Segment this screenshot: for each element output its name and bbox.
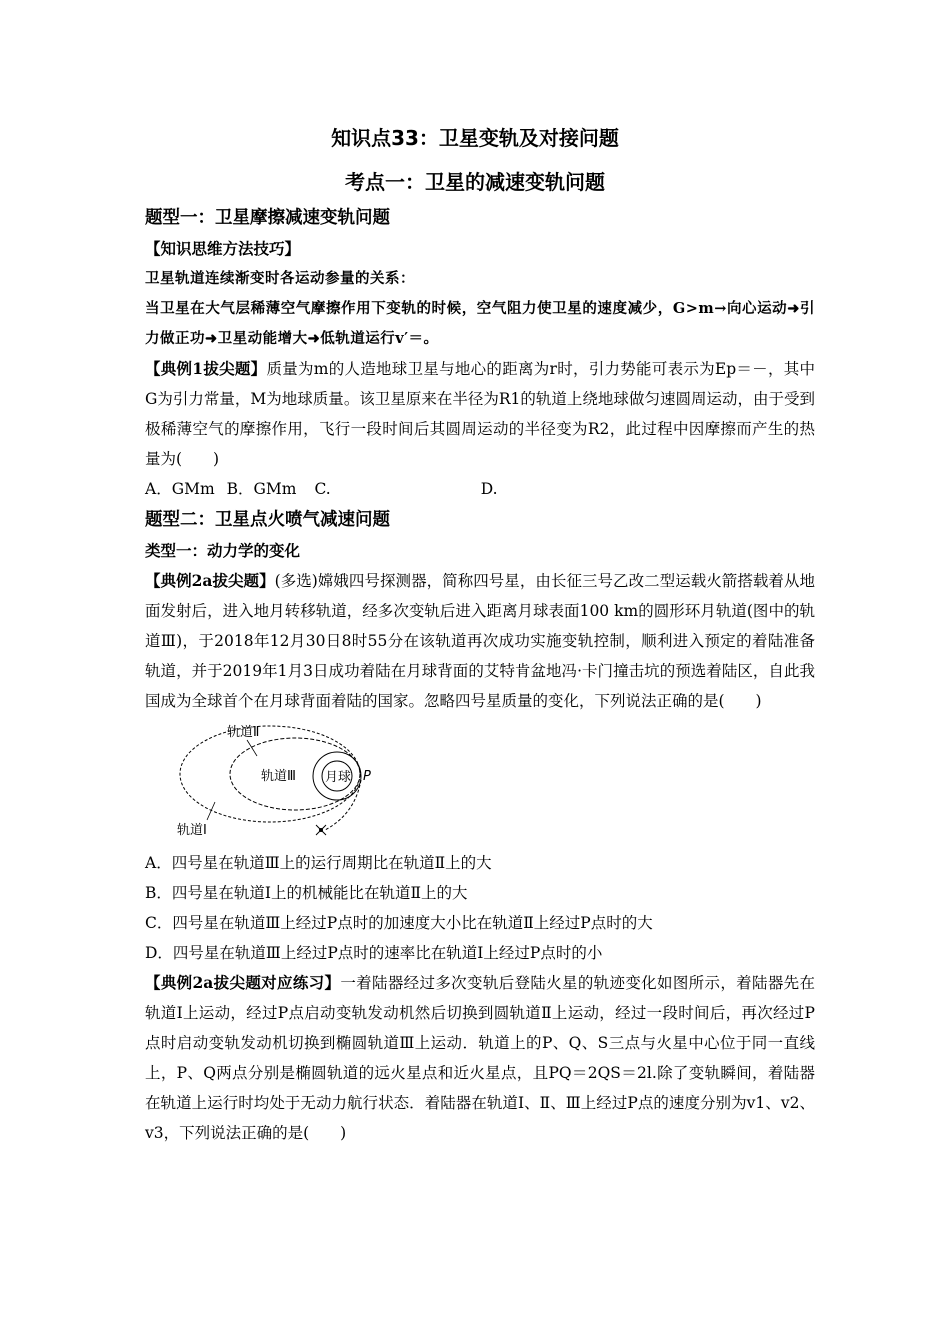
section-title: 考点一：卫星的减速变轨问题 <box>345 170 605 194</box>
practice-2a-label: 【典例2a拔尖题对应练习】 <box>145 973 341 992</box>
example-2a-label: 【典例2a拔尖题】 <box>145 571 275 590</box>
example-1-options <box>145 474 815 504</box>
type1-heading: 题型一：卫星摩擦减速变轨问题 <box>145 208 390 228</box>
option-b: B．GMm <box>226 480 297 498</box>
option-d: D. <box>480 480 498 498</box>
option-a: A．GMm <box>145 480 215 498</box>
example-1-label: 【典例1拔尖题】 <box>145 359 267 378</box>
option-c: C. <box>314 480 331 498</box>
orbit-diagram <box>175 718 435 840</box>
label-orbit-1: 轨道Ⅰ <box>177 823 207 838</box>
tips-label: 【知识思维方法技巧】 <box>145 239 301 258</box>
label-orbit-3: 轨道Ⅲ <box>261 769 296 784</box>
type2-heading: 题型二：卫星点火喷气减速问题 <box>145 510 390 530</box>
orbit-figure <box>145 718 815 842</box>
label-moon: 月球 <box>325 770 352 785</box>
type2-subheading: 类型一：动力学的变化 <box>145 542 301 560</box>
example-2a-option-a: A．四号星在轨道Ⅲ上的运行周期比在轨道Ⅱ上的大 <box>145 854 492 872</box>
example-2a-option-c: C．四号星在轨道Ⅲ上经过P点时的加速度大小比在轨道Ⅱ上经过P点时的大 <box>145 914 653 932</box>
example-2a-text: (多选)嫦娥四号探测器，简称四号星，由长征三号乙改二型运载火箭搭载着从地面发射后，进入地月转移轨道，经多次变轨后进入距离月球表面100 km的圆形环月轨道(图中的轨道Ⅲ)，于2018年12月30日8时55分在该轨道再次成功实施变轨控制，顺利进入预定的着陆准备轨道，并于2019年1月3日成功着陆在月球背面的艾特肯盆地冯·卡门撞击坑的预选着陆区，自此我国成为全球首个在月球背面着陆的国家。忽略四号星质量的变化，下列说法正确的是( ) <box>145 572 815 710</box>
document-title: 知识点33：卫星变轨及对接问题 <box>331 126 619 150</box>
label-orbit-2: 轨道Ⅱ <box>227 725 260 740</box>
practice-2a <box>145 968 815 1148</box>
document-body <box>145 202 815 1148</box>
example-1-text: 质量为m的人造地球卫星与地心的距离为r时，引力势能可表示为Ep＝－，其中G为引力常量，M为地球质量。该卫星原来在半径为R1的轨道上绕地球做匀速圆周运动，由于受到极稀薄空气的摩擦作用，飞行一段时间后其圆周运动的半径变为R2，此过程中因摩擦而产生的热量为( ) <box>145 360 815 468</box>
orbit-2-pointer <box>247 740 257 756</box>
practice-2a-text: 一着陆器经过多次变轨后登陆火星的轨迹变化如图所示，着陆器先在轨道Ⅰ上运动，经过P点启动变轨发动机然后切换到圆轨道Ⅱ上运动，经过一段时间后，再次经过P点时启动变轨发动机切换到椭圆轨道Ⅲ上运动．轨道上的P、Q、S三点与火星中心位于同一直线上，P、Q两点分别是椭圆轨道的远火星点和近火星点，且PQ＝2QS＝2l.除了变轨瞬间，着陆器在轨道上运行时均处于无动力航行状态．着陆器在轨道Ⅰ、Ⅱ、Ⅲ上经过P点的速度分别为v1、v2、v3，下列说法正确的是( ) <box>145 974 815 1142</box>
example-2a-option-d: D．四号星在轨道Ⅲ上经过P点时的速率比在轨道Ⅰ上经过P点时的小 <box>145 944 603 962</box>
example-1 <box>145 354 815 474</box>
orbit-1-pointer <box>207 802 215 820</box>
label-p: P <box>363 769 371 784</box>
example-2a-option-b: B．四号星在轨道Ⅰ上的机械能比在轨道Ⅱ上的大 <box>145 884 468 902</box>
tips-line-1: 卫星轨道连续渐变时各运动参量的关系： <box>145 270 415 287</box>
example-2a <box>145 566 815 716</box>
tips-line-2: 当卫星在大气层稀薄空气摩擦作用下变轨的时候，空气阻力使卫星的速度减少，G>m→向心运动➜引力做正功➜卫星动能增大➜低轨道运行v′＝。 <box>145 300 815 347</box>
probe-icon <box>316 825 326 835</box>
